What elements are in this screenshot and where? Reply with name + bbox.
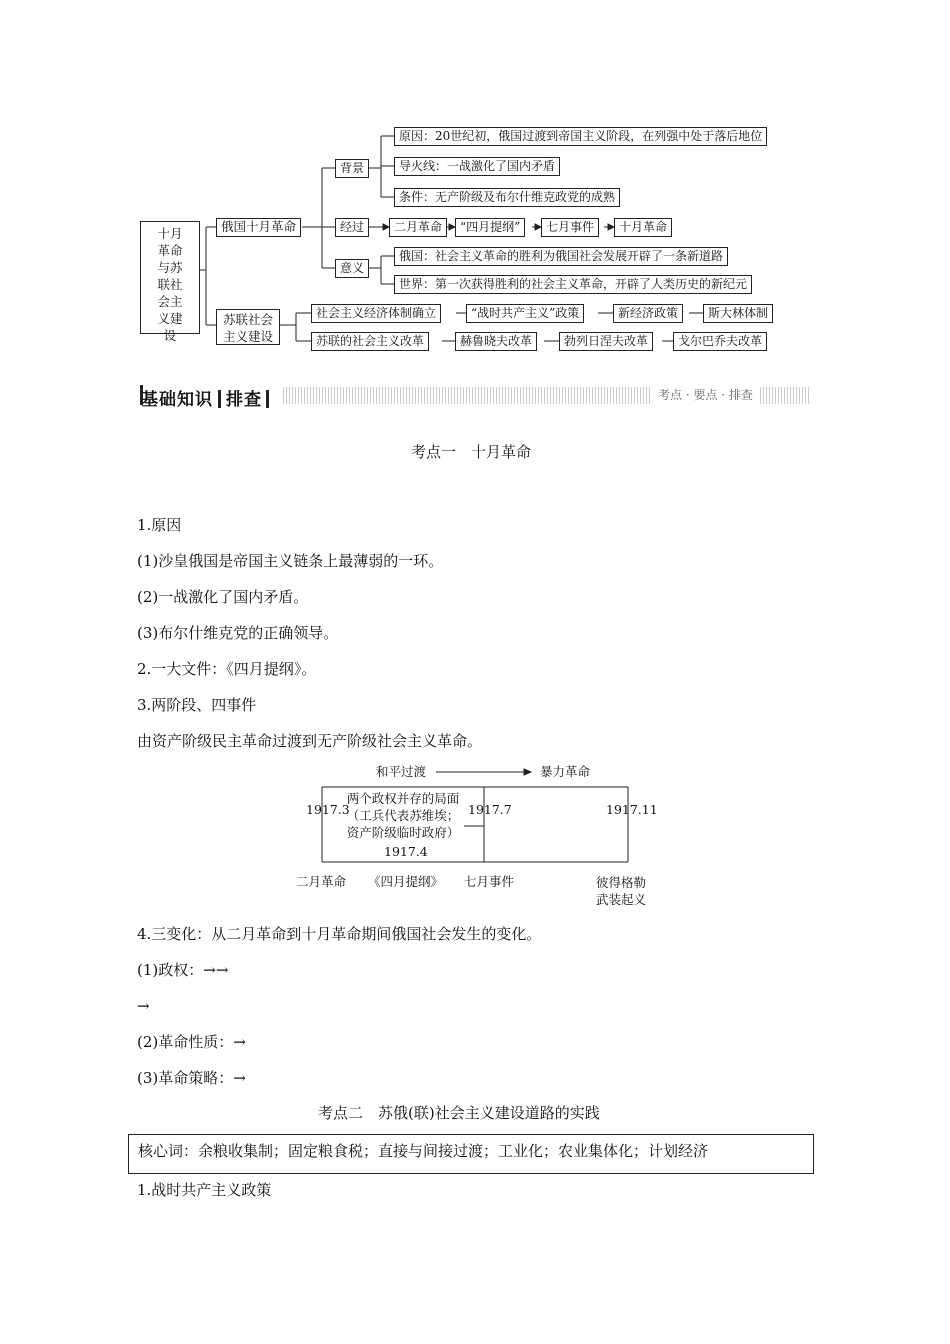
paragraph: (1)沙皇俄国是帝国主义链条上最薄弱的一环。 xyxy=(137,552,444,570)
timeline-violent: 暴力革命 xyxy=(540,764,591,779)
paragraph: 1.原因 xyxy=(137,516,182,534)
section1-heading: 考点一 十月革命 xyxy=(411,443,532,461)
timeline-event-3: 七月事件 xyxy=(464,874,515,889)
timeline-event-2: 《四月提纲》 xyxy=(368,874,444,889)
event4-line: 彼得格勒 xyxy=(596,875,647,890)
banner-tagline: 考点 · 要点 · 排查 xyxy=(652,387,759,404)
keywords-box xyxy=(128,1134,814,1174)
node-background: 背景 xyxy=(335,159,369,178)
row2-item: 赫鲁晓夫改革 xyxy=(455,332,537,351)
timeline-date-2: 1917.4 xyxy=(384,844,428,859)
root-line: 革命 xyxy=(157,243,183,258)
root-line: 设 xyxy=(163,328,177,343)
row2-item: 勃列日涅夫改革 xyxy=(559,332,653,351)
b2-line: 苏联社会 xyxy=(222,312,273,327)
paragraph: 由资产阶级民主革命过渡到无产阶级社会主义革命。 xyxy=(137,732,483,750)
timeline-dual-power xyxy=(333,790,473,841)
paragraph: (2)革命性质：→ xyxy=(137,1033,246,1051)
paragraph: (2)一战激化了国内矛盾。 xyxy=(137,588,309,606)
paragraph: (3)革命策略：→ xyxy=(137,1069,246,1087)
root-line: 十月 xyxy=(157,226,183,241)
paragraph: 4.三变化：从二月革命到十月革命期间俄国社会发生的变化。 xyxy=(137,925,542,943)
section2-heading: 考点二 苏俄(联)社会主义建设道路的实践 xyxy=(318,1104,600,1122)
keywords-text: 核心词：余粮收集制；固定粮食税；直接与间接过渡；工业化；农业集体化；计划经济 xyxy=(138,1142,709,1160)
banner-title-sub: 排查 xyxy=(226,390,262,410)
process-april: “四月提纲” xyxy=(455,218,525,237)
timeline-peace: 和平过渡 xyxy=(376,764,427,779)
timeline-date-3: 1917.7 xyxy=(468,802,512,817)
dual-line: （工兵代表苏维埃； xyxy=(346,808,460,823)
node-process: 经过 xyxy=(335,218,369,237)
row1-item: 社会主义经济体制确立 xyxy=(311,304,441,323)
event4-line: 武装起义 xyxy=(596,892,647,907)
root-line: 义建 xyxy=(157,311,183,326)
paragraph: (3)布尔什维克党的正确领导。 xyxy=(137,624,339,642)
bg-trigger: 导火线：一战激化了国内矛盾 xyxy=(394,157,560,176)
root-line: 会主 xyxy=(157,294,183,309)
root-line: 联社 xyxy=(157,277,183,292)
timeline-date-4: 1917.11 xyxy=(606,802,658,817)
row2-item: 苏联的社会主义改革 xyxy=(311,332,429,351)
paragraph: 2.一大文件：《四月提纲》。 xyxy=(137,660,317,678)
dual-line: 两个政权并存的局面 xyxy=(346,791,460,806)
root-line: 与苏 xyxy=(157,260,183,275)
bg-cause: 原因：20世纪初，俄国过渡到帝国主义阶段，在列强中处于落后地位 xyxy=(394,127,767,146)
b2-line: 主义建设 xyxy=(222,329,273,344)
paragraph: → xyxy=(137,997,150,1015)
row2-item: 戈尔巴乔夫改革 xyxy=(673,332,767,351)
meaning-russia: 俄国：社会主义革命的胜利为俄国社会发展开辟了一条新道路 xyxy=(394,247,728,266)
paragraph: 1.战时共产主义政策 xyxy=(137,1181,272,1199)
timeline-event-1: 二月革命 xyxy=(296,874,347,889)
timeline-event-4 xyxy=(596,874,646,908)
row1-item: “战时共产主义”政策 xyxy=(466,304,584,323)
row1-item: 新经济政策 xyxy=(613,304,683,323)
paragraph: (1)政权：→→ xyxy=(137,961,229,979)
bg-condition: 条件：无产阶级及布尔什维克政党的成熟 xyxy=(394,188,620,207)
process-feb: 二月革命 xyxy=(389,218,447,237)
paragraph: 3.两阶段、四事件 xyxy=(137,696,257,714)
timeline-date-1: 1917.3 xyxy=(306,802,350,817)
process-july: 七月事件 xyxy=(541,218,599,237)
dual-line: 资产阶级临时政府） xyxy=(346,825,460,840)
banner-title-main: 基础知识 xyxy=(141,390,213,410)
node-meaning: 意义 xyxy=(335,259,369,278)
process-oct: 十月革命 xyxy=(614,218,672,237)
branch-october-revolution: 俄国十月革命 xyxy=(216,218,301,237)
meaning-world: 世界：第一次获得胜利的社会主义革命，开辟了人类历史的新纪元 xyxy=(394,275,752,294)
row1-item: 斯大林体制 xyxy=(703,304,773,323)
